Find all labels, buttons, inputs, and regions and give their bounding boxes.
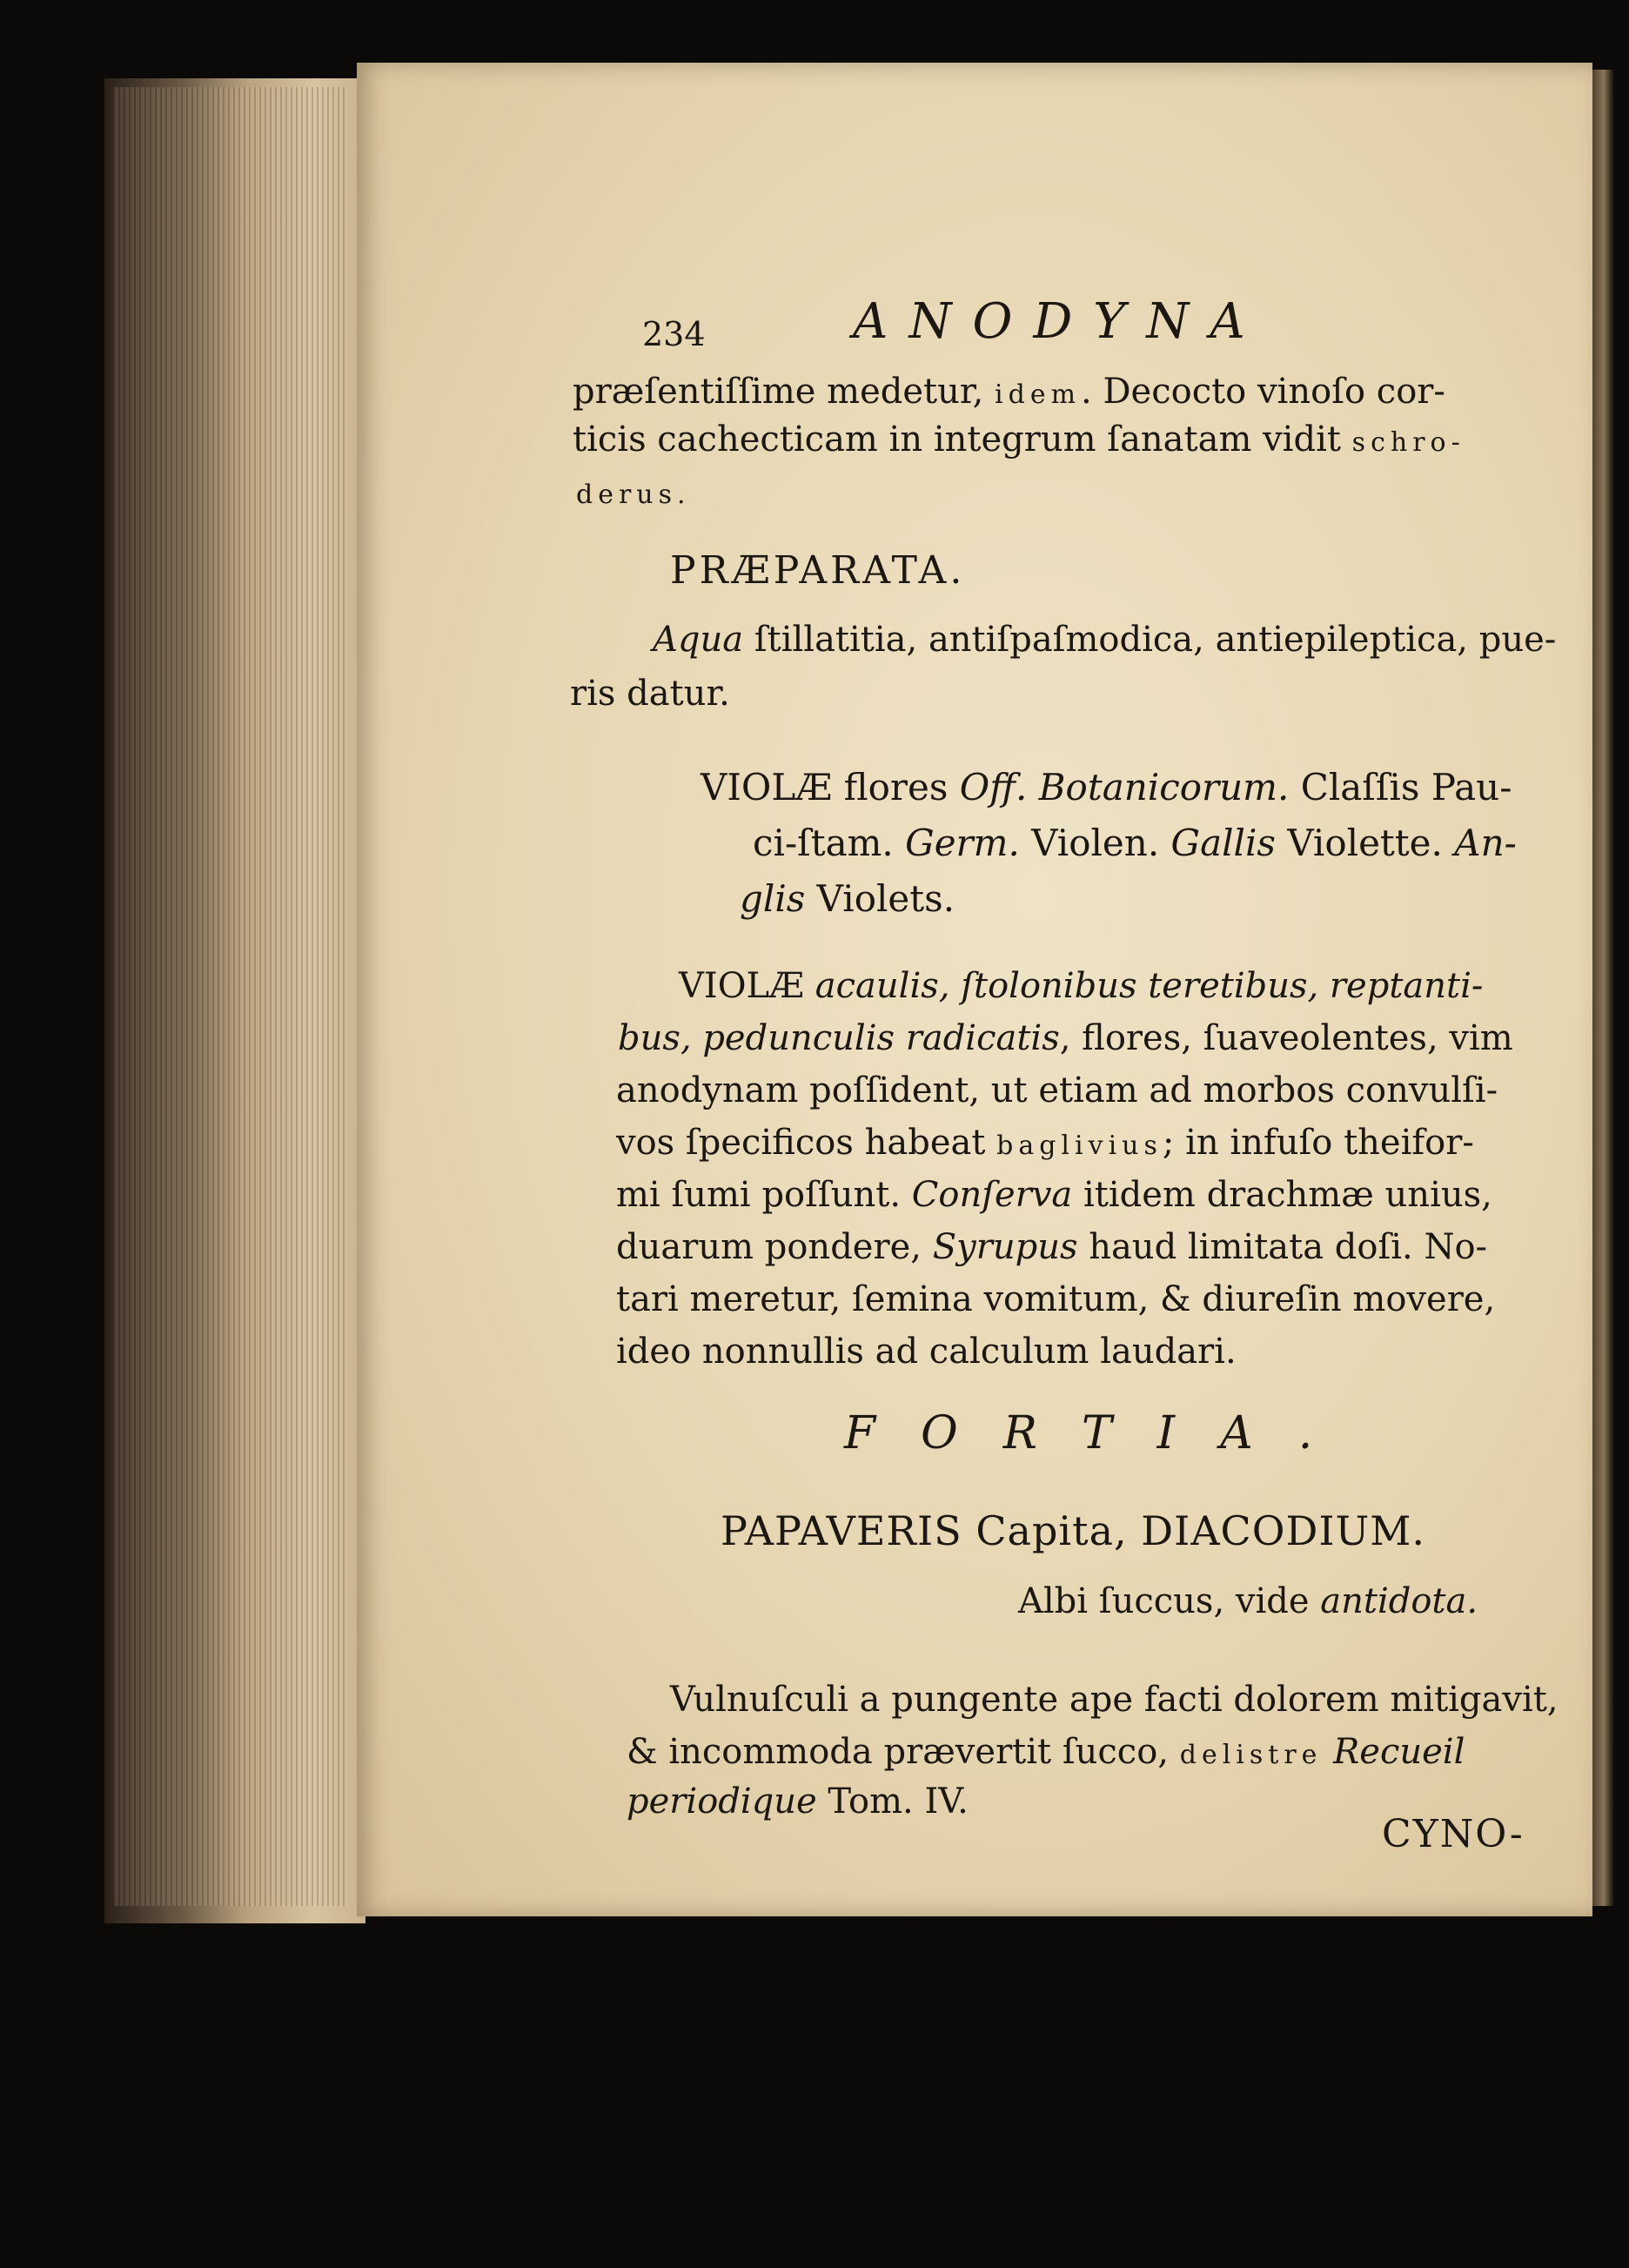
author-name: schro- [1351, 427, 1465, 458]
text-line [740, 877, 955, 920]
text-line [616, 1332, 1237, 1372]
papaveris-entry: PAPAVERIS Capita, DIACODIUM. [721, 1507, 1425, 1554]
text-line [616, 1279, 1495, 1319]
text-span: periodique [627, 1782, 817, 1822]
text-line [573, 419, 1465, 460]
text-span: VIOLÆ flores [701, 766, 960, 809]
text-line [753, 822, 1517, 864]
book-page [357, 63, 1592, 1916]
text-line [721, 1507, 1425, 1554]
praeparata-heading: PRÆPARATA. [670, 548, 966, 593]
text-line [670, 1680, 1559, 1720]
text-span: VIOLÆ [679, 966, 815, 1006]
text-span: vos ſpecificos habeat [616, 1123, 997, 1163]
text-span: ; in infuſo theifor- [1162, 1123, 1474, 1163]
text-span: bus, pedunculis radicatis [618, 1018, 1060, 1058]
text-span: Off. Botanicorum. [959, 766, 1290, 809]
text-line [616, 1227, 1487, 1267]
text-span: præſentiſſime medetur, [573, 372, 996, 412]
text-span: mi ſumi poſſunt. [616, 1175, 912, 1215]
text-line [679, 966, 1483, 1006]
page-edges [113, 87, 348, 1906]
text-line [570, 674, 730, 714]
author-name: idem [995, 379, 1082, 410]
text-span: tari meretur, ſemina vomitum, & diureſin movere, [616, 1279, 1496, 1319]
text-span: antidota. [1320, 1581, 1478, 1621]
text-span: & incommoda prævertit ſucco, [627, 1732, 1180, 1772]
catchword: CYNO- [1382, 1812, 1525, 1856]
text-span: ideo nonnullis ad calculum laudari. [616, 1332, 1237, 1372]
text-span: Gallis [1170, 822, 1276, 864]
text-line [627, 1782, 969, 1822]
text-span: Tom. IV. [816, 1782, 969, 1822]
text-line [616, 1070, 1498, 1111]
text-span: acaulis, ſtolonibus teretibus, reptanti- [814, 966, 1484, 1006]
text-span: haud limitata doſi. No- [1077, 1227, 1488, 1267]
text-line [701, 766, 1512, 809]
text-span: ci-ſtam. [753, 822, 906, 864]
text-span: Violette. [1275, 822, 1455, 864]
text-span: anodynam poſſident, ut etiam ad morbos convulſi- [616, 1070, 1498, 1111]
text-line [576, 472, 691, 512]
text-span: Vulnuſculi a pungente ape facti dolorem mitigavit, [670, 1680, 1559, 1720]
text-span: ticis cachecticam in integrum ſanatam vidit [573, 419, 1352, 460]
text-line [627, 1732, 1465, 1772]
author-name: delistre [1179, 1740, 1323, 1770]
text-span: ſtillatitia, antiſpaſmodica, antiepileptica, pue- [743, 620, 1557, 660]
text-span: duarum pondere, [616, 1227, 933, 1267]
text-span: glis [740, 877, 806, 920]
text-span: , flores, ſuaveolentes, vim [1059, 1018, 1513, 1058]
text-span: Aqua [653, 620, 744, 660]
text-span: Recueil [1322, 1732, 1465, 1772]
running-head: ANODYNA [853, 293, 1266, 350]
text-line [618, 1018, 1513, 1058]
text-line [573, 372, 1445, 412]
text-line [616, 1123, 1474, 1163]
text-line [1018, 1581, 1478, 1621]
page-number: 234 [642, 315, 706, 353]
text-line [616, 1175, 1492, 1215]
author-name: derus. [576, 480, 691, 510]
text-line [653, 620, 1556, 660]
text-span: Albi ſuccus, vide [1018, 1581, 1321, 1621]
text-span: Conſerva [911, 1175, 1073, 1215]
text-span: . Decocto vinoſo cor- [1081, 372, 1445, 412]
text-span: Germ. [905, 822, 1020, 864]
text-span: Syrupus [932, 1227, 1078, 1267]
author-name: baglivius [996, 1131, 1163, 1161]
text-span: ris datur. [570, 674, 730, 714]
text-span: Violen. [1019, 822, 1171, 864]
text-span: Claſſis Pau- [1289, 766, 1512, 809]
text-span: An- [1454, 822, 1517, 864]
text-span: itidem drachmæ unius, [1072, 1175, 1492, 1215]
text-span: Violets. [805, 877, 955, 920]
page-content [357, 63, 1592, 1916]
fortia-heading: FORTIA. [844, 1407, 1358, 1459]
